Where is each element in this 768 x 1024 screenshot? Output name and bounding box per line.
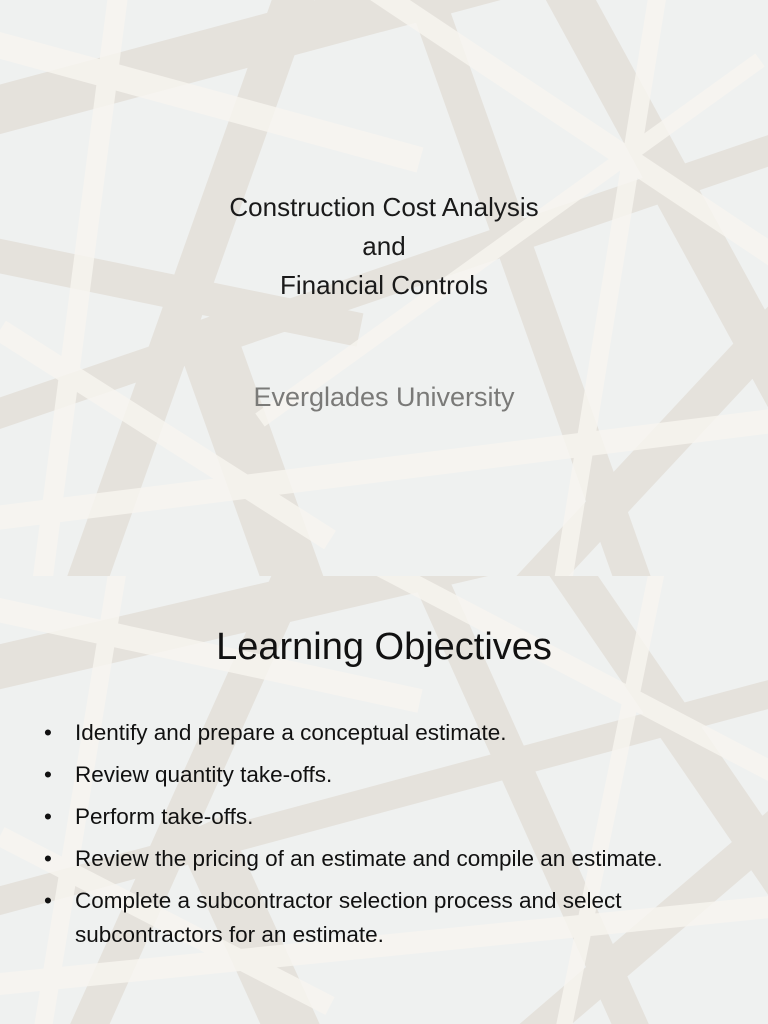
list-item — [42, 842, 722, 876]
slide-subtitle: Everglades University — [253, 382, 515, 412]
list-item-text: Identify and prepare a conceptual estimate. — [75, 720, 507, 745]
title-line: Financial Controls — [279, 270, 489, 300]
list-item — [42, 716, 722, 750]
slide-title — [0, 188, 768, 305]
list-item — [42, 884, 722, 952]
bullet-icon: • — [44, 762, 52, 787]
bullet-icon: • — [44, 846, 52, 871]
bullet-icon: • — [44, 804, 52, 829]
objectives-list — [42, 716, 722, 960]
list-item — [42, 758, 722, 792]
list-item-text: Review the pricing of an estimate and compile an estimate. — [75, 846, 663, 871]
bullet-icon: • — [44, 720, 52, 745]
title-line: Construction Cost Analysis — [229, 192, 539, 222]
list-item — [42, 800, 722, 834]
slide-heading: Learning Objectives — [216, 626, 552, 668]
bullet-icon: • — [44, 888, 52, 913]
title-line: and — [362, 231, 406, 261]
objectives-slide — [0, 576, 768, 1024]
list-item-text: Review quantity take-offs. — [75, 762, 333, 787]
list-item-text: Perform take-offs. — [75, 804, 254, 829]
list-item-text: Complete a subcontractor selection process and select subcontractors for an estimate. — [75, 888, 622, 947]
